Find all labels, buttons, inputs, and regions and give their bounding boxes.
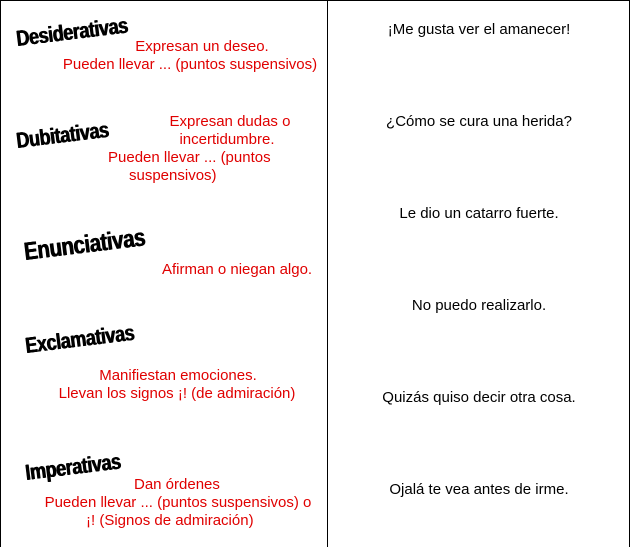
- type-title-imperativas: Imperativas: [23, 448, 122, 486]
- type-description-enunciativas: [162, 261, 332, 279]
- example-sentence: ¿Cómo se cura una herida?: [386, 113, 572, 130]
- description-line: Pueden llevar ... (puntos suspensivos) o: [44, 494, 312, 511]
- type-description-desiderativas: [40, 38, 340, 74]
- example-sentence: Quizás quiso decir otra cosa.: [382, 389, 576, 406]
- description-line: ¡! (Signos de admiración): [86, 512, 254, 529]
- example-sentence: ¡Me gusta ver el amanecer!: [387, 21, 571, 38]
- type-description-dubitativas: [97, 113, 357, 185]
- description-line: suspensivos): [129, 167, 217, 184]
- description-line: Pueden llevar ... (puntos suspensivos): [62, 56, 318, 73]
- description-line: Dan órdenes: [134, 476, 220, 493]
- description-line: Expresan dudas o: [169, 113, 291, 130]
- type-description-imperativas: [30, 476, 326, 530]
- type-title-desiderativas: Desiderativas: [14, 12, 130, 52]
- description-line: Afirman o niegan algo.: [162, 261, 313, 278]
- type-title-enunciativas: Enunciativas: [22, 223, 147, 267]
- example-sentence: Le dio un catarro fuerte.: [399, 205, 559, 222]
- description-line: Expresan un deseo.: [135, 38, 269, 55]
- description-line: Manifiestan emociones.: [99, 367, 257, 384]
- example-sentence: Ojalá te vea antes de irme.: [389, 481, 569, 498]
- description-line: Pueden llevar ... (puntos: [108, 149, 271, 166]
- type-description-exclamativas: [27, 367, 327, 403]
- example-sentence: No puedo realizarlo.: [411, 297, 547, 314]
- type-title-exclamativas: Exclamativas: [23, 319, 136, 359]
- description-line: incertidumbre.: [179, 131, 275, 148]
- type-title-dubitativas: Dubitativas: [14, 116, 110, 154]
- description-line: Llevan los signos ¡! (de admiración): [58, 385, 296, 402]
